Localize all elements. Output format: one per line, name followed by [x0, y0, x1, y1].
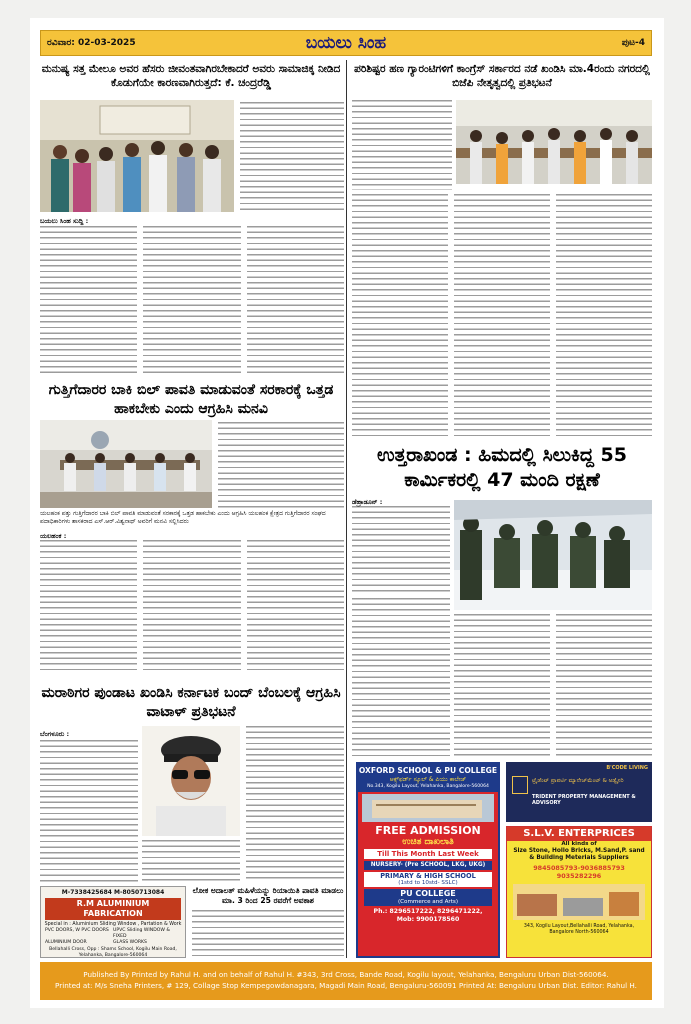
story3-photo — [40, 420, 212, 508]
slv-line-1: Size Stone, Hollo Bricks, M.Sand,P. sand — [513, 848, 645, 854]
story3-headline: ಗುತ್ತಿಗೆದಾರರ ಬಾಕಿ ಬಿಲ್ ಪಾವತಿ ಮಾಡುವಂತೆ ಸರಕಾರಕ್ಕೆ ಒತ್ತಡ ಹಾಕಬೇಕು ಎಂದು ಆಗ್ರಹಿಸಿ ಮನವಿ — [48, 382, 334, 417]
issue-date: ರವಿವಾರ: 02-03-2025 — [47, 38, 136, 48]
story4-headline: ಉತ್ತರಾಖಂಡ : ಹಿಮದಲ್ಲಿ ಸಿಲುಕಿದ್ದ 55 ಕಾರ್ಮಿಕರಲ್ಲಿ 47 ಮಂದಿ ರಕ್ಷಣೆ — [377, 444, 627, 491]
oxford-name: OXFORD SCHOOL & PU COLLEGE — [358, 766, 498, 775]
rm-address: Bellahalli Cross, Opp : Shams School, Kogilu Main Road, Yelahanka, Bangalore-560064 — [49, 947, 177, 958]
trident-ad — [506, 762, 652, 822]
story1-byline: ಬಯಲು ಸಿಂಹ ಸುದ್ದಿ : — [40, 217, 89, 225]
story5-text-right — [246, 726, 344, 882]
imprint-footer — [40, 962, 652, 1000]
oxford-pu: PU COLLEGE — [364, 889, 492, 899]
rm-item-4: GLASS WORKS — [113, 940, 147, 945]
story5-byline: ಬೆಂಗಳೂರು : — [40, 730, 70, 738]
story5-text-left — [40, 740, 138, 882]
story2-headline: ಪರಿಶಿಷ್ಟರ ಹಣ ಗ್ಯಾರಂಟಿಗಳಿಗೆ ಕಾಂಗ್ರೆಸ್ ಸರ್ಕಾರದ ನಡೆ ಖಂಡಿಸಿ ಮಾ.4ರಂದು ನಗರದಲ್ಲಿ ಬಿಜೆಪಿ ನೇತೃತ್ವದಲ್ಲಿ ಪ್ರತಿಭಟನೆ — [354, 63, 650, 89]
oxford-name-kn: ಆಕ್ಸ್‌ಫರ್ಡ್ ಸ್ಕೂಲ್ & ಪಿಯು ಕಾಲೇಜ್ — [358, 776, 498, 784]
oxford-nursery: NURSERY- (Pre SCHOOL, LKG, UKG) — [364, 861, 492, 870]
rm-aluminium-ad — [40, 886, 186, 958]
oxford-school-ad — [356, 762, 500, 958]
story5-photo — [142, 726, 240, 836]
story3-text — [40, 540, 344, 670]
oxford-phone: Ph.: 8296517222, 8296471222, — [373, 908, 483, 915]
story4-text-left-2 — [352, 598, 450, 758]
school-building-image — [362, 794, 494, 822]
building-icon — [512, 776, 528, 794]
slv-phone-2: 9035282296 — [556, 872, 602, 880]
rm-item-3: ALUMINIUM DOOR — [45, 940, 87, 945]
story2-text — [352, 194, 652, 436]
story4-photo — [454, 500, 652, 610]
trident-badge: B'CODE LIVING — [606, 765, 648, 771]
story4-text-left — [352, 506, 450, 594]
rm-phone: M-7338425684 M-8050713084 — [61, 889, 165, 896]
oxford-address: No.343, Kogilu Layout, Yelahanka, Bangalore-560064 — [358, 784, 498, 792]
story4-text — [454, 614, 652, 758]
building-materials-image — [513, 884, 645, 920]
oxford-primary-sub: (1std to 10std- SSLC) — [364, 880, 492, 887]
story4-byline: ಡೆಹ್ರಾಡೂನ್ : — [352, 498, 383, 506]
oxford-free-kn: ಉಚಿತ ದಾಖಲಾತಿ — [402, 837, 454, 847]
story1-text-right — [240, 102, 344, 214]
slv-address: 343, Kogilu Layout,Bellahalli Road, Yelahanka, Bangalore North-560064 — [523, 924, 635, 935]
story5-headline: ಮರಾಠಿಗರ ಪುಂಡಾಟ ಖಂಡಿಸಿ ಕರ್ನಾಟಕ ಬಂದ್ ಬೆಂಬಲಕ್ಕೆ ಆಗ್ರಹಿಸಿ ವಾಟಾಳ್ ಪ್ರತಿಭಟನೆ — [41, 685, 341, 720]
oxford-free-admission: FREE ADMISSION — [375, 824, 481, 837]
column-divider — [346, 60, 347, 958]
rm-item-1: PVC DOORS, W PVC DOORS — [45, 928, 109, 933]
slv-line-2: & Building Meterials Suppliers — [529, 855, 629, 861]
oxford-primary: PRIMARY & HIGH SCHOOL — [364, 872, 492, 880]
story1-photo — [40, 100, 234, 212]
oxford-mobile: Mob: 9900178560 — [396, 916, 460, 923]
story2-text-top — [352, 100, 452, 190]
trident-name: TRIDENT PROPERTY MANAGEMENT & ADVISORY — [532, 794, 636, 806]
imprint-line-1: Published By Printed by Rahul H. and on behalf of Rahul H. #343, 3rd Cross, Bande Road, Kogilu layout, Yelahanka, Bengaluru Urban Dist-560064. — [83, 970, 609, 979]
story6-text — [192, 910, 344, 958]
oxford-pu-sub: (Commerce and Arts) — [364, 899, 492, 906]
slv-phone-1: 9845085793-9036885793 — [533, 864, 625, 872]
oxford-till: Till This Month Last Week — [364, 849, 492, 859]
paper-title: ಬಯಲು ಸಿಂಹ — [305, 33, 387, 53]
trident-name-kn: ಟ್ರೈಡೆಂಟ್ ಪ್ರಾಪರ್ಟಿ ಮ್ಯಾನೇಜ್‌ಮೆಂಟ್ & ಅಡ್ವೈಸರಿ — [532, 778, 624, 784]
story2-photo — [456, 100, 652, 184]
rm-special: Special in : Aluminium Sliding Window , Partation & Work — [44, 922, 182, 927]
story3-byline: ಯಲಹಂಕ : — [40, 532, 67, 540]
newspaper-page — [30, 18, 664, 1008]
rm-item-2: UPVC Sliding WINDOW & FIXED — [113, 928, 170, 939]
slv-name: S.L.V. ENTERPRICES — [507, 827, 651, 841]
story5-photo-caption — [142, 840, 240, 882]
story3-text-right — [218, 422, 344, 508]
story3-caption: ಯಲಹಂಕ ಪತ್ತು ಗುತ್ತಿಗೆದಾರರ ಬಾಕಿ ಬಿಲ್ ಪಾವತಿ ಮಾಡುವಂತೆ ಸರಕಾರಕ್ಕೆ ಒತ್ತಡ ಹಾಕಬೇಕು ಎಂದು ಆಗ್ರಹಿಸಿ ಯಲಹಂಕ ಕ್ಷೇತ್ರದ ಗುತ್ತಿಗೆದಾರರ ಸಂಘದ ಪದಾಧಿಕಾರಿಗಳು ಶಾಸಕರಾದ ಎಸ್.ಆರ್.ವಿಶ್ವನಾಥ್ ಅವರಿಗೆ ಮನವಿ ಸಲ್ಲಿಸಿದರು — [40, 510, 326, 525]
imprint-line-2: Printed at: M/s Sneha Printers, # 129, Collage Stop Kempegowdanagara, Magadi Main Road, Bengaluru-560091 Printed At: Bengaluru Urban Dist. Editor: Rahul H. — [55, 981, 637, 990]
story1-text — [40, 226, 344, 376]
slv-kinds: All kinds of — [561, 841, 597, 847]
masthead — [40, 30, 652, 56]
slv-enterprises-ad — [506, 826, 652, 958]
page-number: ಪುಟ-4 — [621, 38, 645, 48]
story1-headline: ಮನುಷ್ಯ ಸತ್ತ ಮೇಲೂ ಅವರ ಹೆಸರು ಜೀವಂತವಾಗಿರಬೇಕಾದರೆ ಅವರು ಸಾಮಾಜಿಕ್ಕ ನೀಡಿದ ಕೊಡುಗೆಯೇ ಕಾರಣವಾಗಿರುತ್ತದೆ: ಕೆ. ಚಂದ್ರರೆಡ್ಡಿ — [41, 63, 341, 89]
rm-name: R.M ALUMINIUM FABRICATION — [45, 898, 181, 920]
story6-headline: ಲೋಕ‌ ಅದಾಲತ್ ಮಹಿಳೆಯನ್ನು ರಿಯಾಯಿತಿ ಪಾವತಿ ಮಾಡಲು ಮಾ. 3 ರಿಂದ 25 ರವರೆಗೆ ಅವಕಾಶ — [192, 886, 344, 905]
